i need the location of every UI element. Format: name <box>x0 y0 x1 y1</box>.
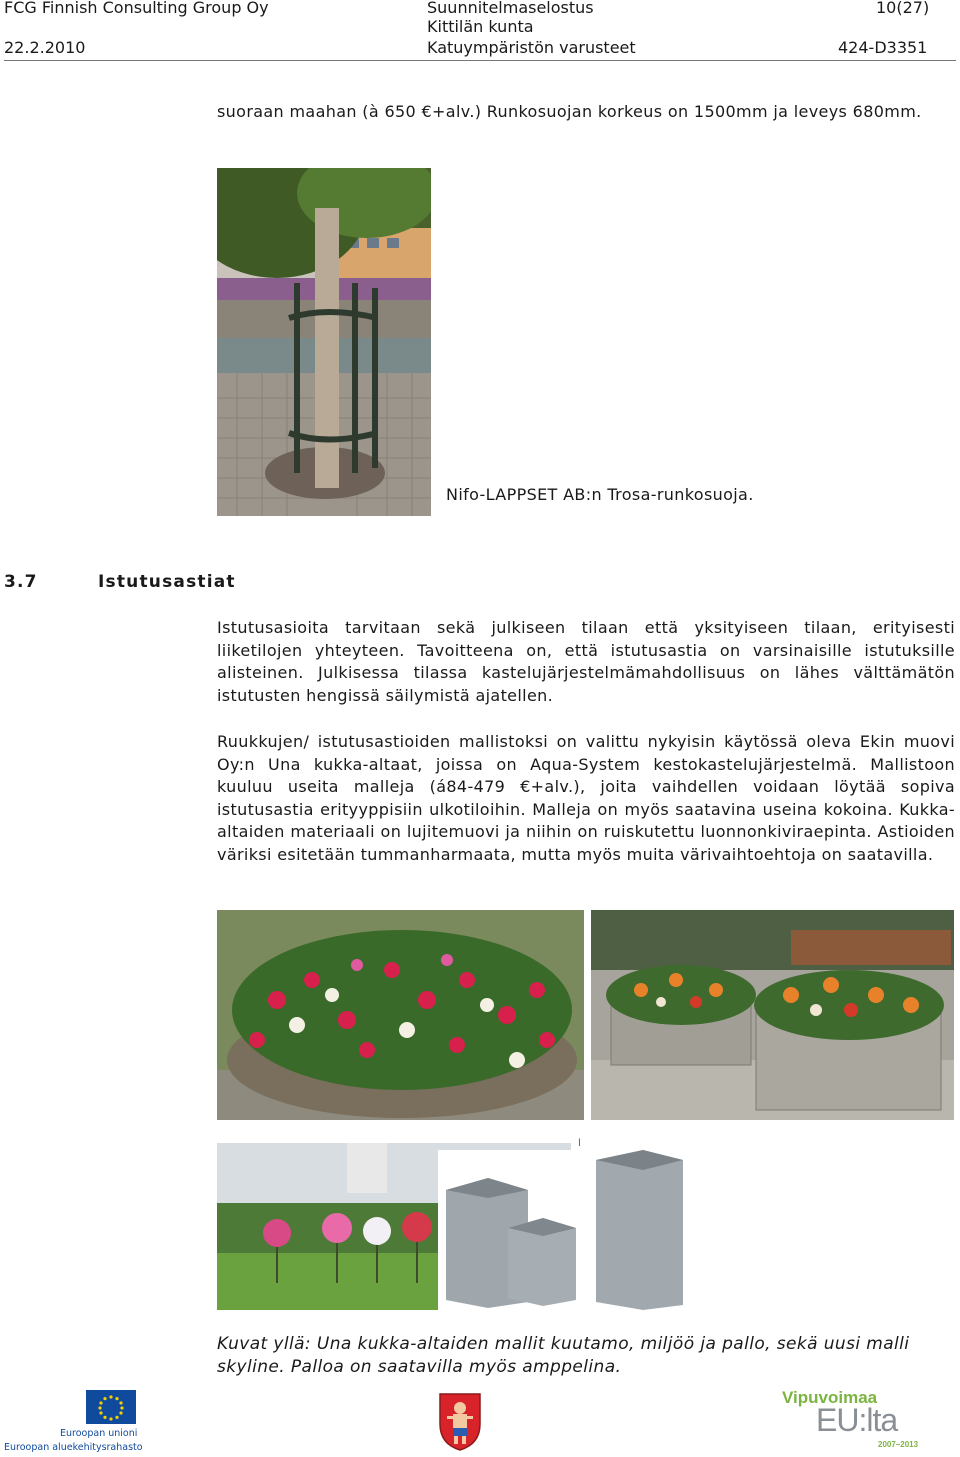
section-number: 3.7 <box>4 572 38 592</box>
figure1-caption: Nifo-LAPPSET AB:n Trosa-runkosuoja. <box>446 485 754 504</box>
eu-label-2: Euroopan aluekehitysrahasto <box>4 1442 143 1453</box>
body-paragraph-1: Istutusasioita tarvitaan sekä julkiseen tilaan että yksityiseen tilaan, erityisesti liiketilojen yhteyteen. Tavoitteena on, että istutusastia on varsinaisille istutuksille alisteinen. Julkisessa tilassa kastelujärjestelmämahdollisuus on lähes välttämätön istutusten hengissä säilymistä ajatellen. <box>217 618 955 705</box>
round-planter-petunias-photo <box>217 910 584 1120</box>
header-subject: Katuympäristön varusteet <box>427 38 636 57</box>
eu-logo <box>4 1390 144 1456</box>
vipuvoimaa-logo <box>782 1388 932 1454</box>
intro-paragraph: suoraan maahan (à 650 €+alv.) Runkosuojan korkeus on 1500mm ja leveys 680mm. <box>217 102 922 121</box>
section-title: Istutusastiat <box>98 572 236 592</box>
vipuvoimaa-eu: EU:lta <box>816 1402 898 1438</box>
kittila-crest-icon <box>437 1390 483 1452</box>
header-company: FCG Finnish Consulting Group Oy <box>4 0 269 17</box>
header-project-code: 424-D3351 <box>838 38 928 57</box>
header-page-number: 10(27) <box>876 0 930 17</box>
header-municipality: Kittilän kunta <box>427 17 534 36</box>
vipuvoimaa-title: Vipuvoimaa <box>782 1388 878 1407</box>
eu-flag-icon <box>86 1390 136 1424</box>
figure2-caption: Kuvat yllä: Una kukka-altaiden mallit kuutamo, miljöö ja pallo, sekä uusi malli skyline. Palloa on saatavilla myös amppelina. <box>217 1334 910 1377</box>
body-paragraph-2: Ruukkujen/ istutusastioiden mallistoksi on valittu nykyisin käytössä oleva Ekin muovi Oy:n Una kukka-altaat, joissa on Aqua-System kestokastelujärjestelmä. Mallistoon kuuluu useita malleja (á84-479 €+alv.), joita vaihdellen voidaan löytää sopiva istutusastia erityyppisiin ulkotiloihin. Malleja on myös saatavina useina kokoina. Kukka-altaiden materiaali on lujitemuovi ja niihin on ruiskutettu luonnonkiviraepinta. Astioiden väriksi esitetään tummanharmaata, mutta myös muita värivaihtoehtoja on saatavilla. <box>217 732 955 864</box>
eu-label-1: Euroopan unioni <box>60 1428 138 1439</box>
header-divider <box>4 60 956 61</box>
stray-mark: l <box>578 1138 581 1149</box>
tree-guard-photo <box>217 168 431 516</box>
header-date: 22.2.2010 <box>4 38 86 57</box>
square-planters-photo <box>591 910 954 1120</box>
skyline-planters-photo <box>438 1150 688 1310</box>
header-doc-type: Suunnitelmaselostus <box>427 0 594 17</box>
vipuvoimaa-years: 2007–2013 <box>878 1440 919 1449</box>
